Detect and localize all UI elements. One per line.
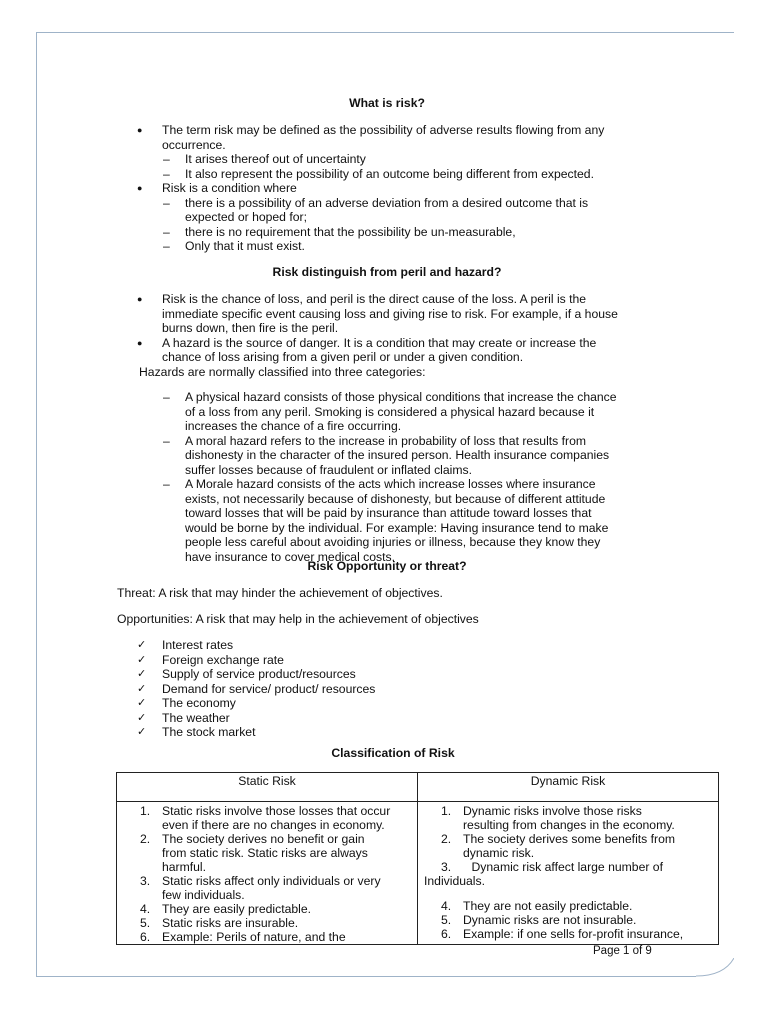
dash-icon: – — [163, 152, 170, 166]
list-item-cont: of a loss from any peril. Smoking is considered a physical hazard because it — [185, 404, 595, 419]
list-item-cont: dynamic risk. — [463, 846, 535, 860]
page-frame-left — [36, 32, 37, 976]
list-item: ✓ The weather — [137, 710, 230, 725]
list-item: ✓ The stock market — [137, 725, 256, 739]
list-item-cont: immediate specific event causing loss and giving rise to risk. For example, if a house — [162, 306, 618, 321]
page-frame-top — [36, 32, 734, 33]
list-item: – A moral hazard refers to the increase in probability of loss that results from — [163, 433, 587, 448]
list-item-cont: increases the chance of a fire occurring. — [185, 419, 402, 433]
list-item: ● Risk is a condition where — [137, 181, 297, 195]
bullet-icon: ● — [137, 337, 143, 348]
check-icon: ✓ — [137, 668, 147, 680]
dynamic-risk-cell — [418, 802, 719, 945]
page-number: Page 1 of 9 — [593, 945, 652, 957]
list-item: 1. Static risks involve those losses that occur — [140, 804, 391, 818]
page-frame-bottom — [36, 976, 696, 977]
section-classification — [123, 746, 663, 761]
list-item: – It also represent the possibility of an outcome being different from expected. — [163, 166, 594, 181]
list-item-cont: would be borne by the individual. For example: Having insurance tend to make — [185, 520, 609, 535]
check-icon: ✓ — [137, 653, 147, 666]
list-item: ● Risk is the chance of loss, and peril is the direct cause of the loss. A peril is the — [137, 292, 587, 306]
list-item: 6. Example: if one sells for-profit insurance, — [441, 927, 684, 941]
list-item: – A Morale hazard consists of the acts which increase losses where insurance — [163, 477, 596, 491]
list-item: – there is no requirement that the possibility be un-measurable, — [163, 224, 516, 239]
list-item-cont: even if there are no changes in economy. — [162, 818, 385, 832]
list-item: 5. Dynamic risks are not insurable. — [441, 913, 637, 927]
section-peril-hazard — [117, 265, 657, 280]
what-is-risk-list — [117, 123, 657, 254]
spacer — [424, 888, 712, 899]
list-item: 2. The society derives some benefits from — [441, 832, 676, 846]
list-item: ✓ Demand for service/ product/ resources — [137, 681, 376, 696]
check-icon: ✓ — [137, 697, 147, 709]
table-row — [117, 802, 719, 945]
list-item-cont: harmful. — [162, 860, 207, 874]
list-item-cont: people less careful about avoiding injuries or illness, because they know they — [185, 535, 601, 549]
list-item: ✓ Interest rates — [137, 638, 234, 652]
list-item-cont: occurrence. — [162, 137, 226, 152]
page-curl-icon — [690, 958, 734, 984]
section-opportunity — [117, 559, 657, 574]
list-item-cont: burns down, then fire is the peril. — [162, 321, 339, 335]
list-item: ● The term risk may be defined as the possibility of adverse results flowing from any — [137, 123, 605, 137]
list-item-cont: have insurance to cover medical costs. — [185, 549, 395, 564]
static-risk-cell — [117, 802, 418, 945]
dash-icon: – — [163, 195, 170, 210]
col-dynamic-risk: Dynamic Risk — [418, 773, 719, 802]
check-icon: ✓ — [137, 711, 147, 724]
list-item-cont: chance of loss arising from a given peril or under a given condition. — [162, 350, 524, 364]
list-item-cont: expected or hoped for; — [185, 210, 307, 224]
heading-opportunity: Risk Opportunity or threat? — [307, 559, 467, 573]
list-item: – Only that it must exist. — [163, 239, 305, 253]
dash-icon: – — [163, 166, 170, 181]
heading-peril-hazard: Risk distinguish from peril and hazard? — [272, 265, 502, 279]
threat-text: Threat: A risk that may hinder the achievement of objectives. — [117, 586, 443, 600]
heading-classification: Classification of Risk — [331, 746, 455, 760]
table-header-row — [117, 773, 719, 802]
check-icon: ✓ — [137, 726, 147, 738]
list-item: ✓ The economy — [137, 696, 236, 710]
list-item: 4. They are not easily predictable. — [441, 899, 633, 913]
opportunity-checklist — [117, 638, 657, 740]
list-item: 6. Example: Perils of nature, and the — [140, 930, 346, 944]
list-item-cont: resulting from changes in the economy. — [463, 818, 675, 832]
bullet-icon: ● — [137, 183, 143, 193]
heading-what-is-risk: What is risk? — [349, 96, 425, 110]
hazards-intro: Hazards are normally classified into three categories: — [139, 364, 426, 379]
dash-icon: – — [163, 239, 170, 253]
list-item-cont: toward losses that will be paid by insurance than attitude toward losses that — [185, 506, 592, 520]
bullet-icon: ● — [137, 294, 143, 304]
list-item: ✓ Supply of service product/resources — [137, 667, 356, 681]
list-item: – It arises thereof out of uncertainty — [163, 152, 366, 166]
classification-table — [116, 772, 719, 945]
list-item: 2. The society derives no benefit or gain — [140, 832, 365, 846]
list-item-cont: few individuals. — [162, 888, 245, 902]
dash-icon: – — [163, 390, 170, 404]
list-item-cont: from static risk. Static risks are always — [162, 846, 368, 860]
section-what-is-risk — [117, 96, 657, 111]
dash-icon: – — [163, 477, 170, 491]
list-item: – A physical hazard consists of those physical conditions that increase the chance — [163, 390, 617, 404]
list-item-cont: dishonesty in the character of the insured person. Health insurance companies — [185, 448, 610, 462]
bullet-icon: ● — [137, 125, 143, 135]
list-item-cont: suffer losses because of fraudulent or inflated claims. — [185, 462, 473, 477]
check-icon: ✓ — [137, 682, 147, 695]
list-item-cont: Individuals. — [424, 874, 485, 888]
peril-hazard-list — [117, 292, 657, 379]
col-static-risk: Static Risk — [117, 773, 418, 802]
list-item: ● A hazard is the source of danger. It is a condition that may create or increase the — [137, 335, 597, 350]
opportunities-text: Opportunities: A risk that may help in the achievement of objectives — [117, 612, 479, 626]
list-item: – there is a possibility of an adverse deviation from a desired outcome that is — [163, 195, 589, 210]
dash-icon: – — [163, 224, 170, 239]
hazard-types-list — [117, 390, 657, 564]
check-icon: ✓ — [137, 639, 147, 651]
dash-icon: – — [163, 433, 170, 448]
list-item: 3. Dynamic risk affect large number of — [441, 860, 663, 874]
list-item: 3. Static risks affect only individuals or very — [140, 874, 381, 888]
list-item: 5. Static risks are insurable. — [140, 916, 299, 930]
list-item-cont: exists, not necessarily because of dishonesty, but because of different attitude — [185, 491, 606, 506]
list-item: 1. Dynamic risks involve those risks — [441, 804, 642, 818]
list-item: 4. They are easily predictable. — [140, 902, 312, 916]
list-item: ✓ Foreign exchange rate — [137, 652, 284, 667]
